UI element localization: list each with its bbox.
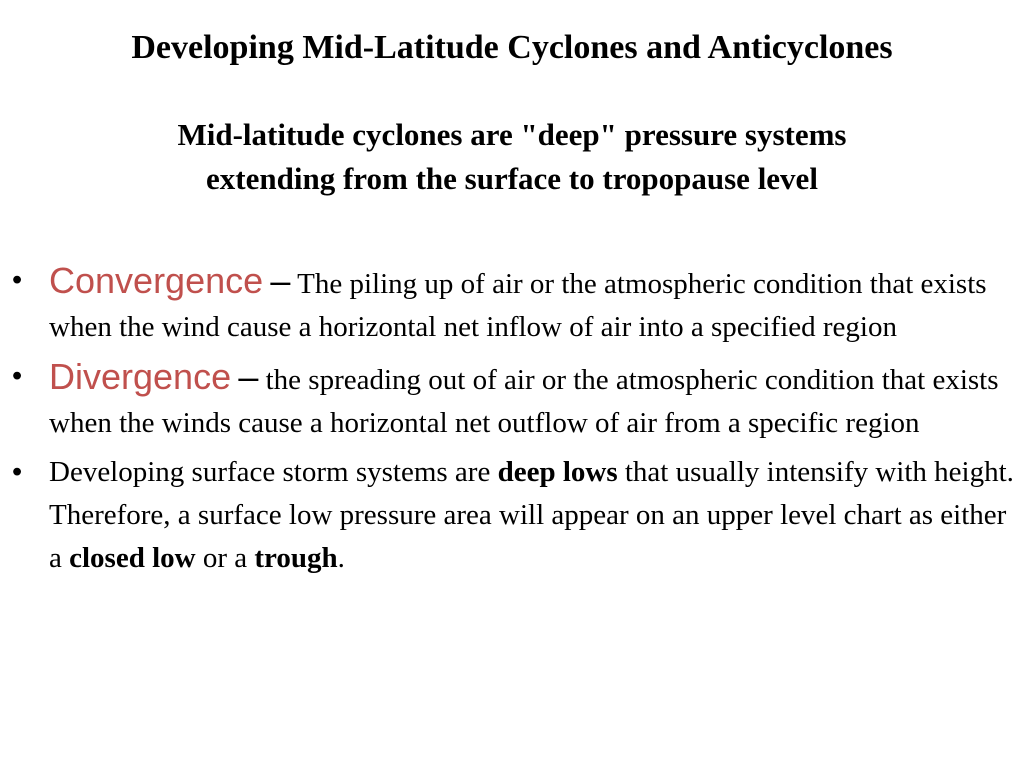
storm-text-1: Developing surface storm systems are	[49, 456, 491, 488]
definition-convergence: The piling up of air or the atmospheric condition that exists when the wind cause a horizontal net inflow of air into a specified region	[49, 268, 987, 343]
slide-title: Developing Mid-Latitude Cyclones and Anticyclones	[131, 29, 893, 66]
term-divergence: Divergence	[49, 356, 232, 397]
term-deep-lows: deep lows	[497, 456, 618, 488]
bullet-surface-storms	[0, 451, 1020, 580]
bullet-divergence	[0, 355, 1020, 445]
storm-text-2: that usually intensify with height. Therefore, a surface low pressure area will appear on an upper level chart as either a	[49, 456, 1014, 574]
slide-subtitle	[80, 113, 944, 201]
bullet-list	[0, 259, 1020, 580]
subtitle-line-2: extending from the surface to tropopause level	[206, 161, 818, 196]
bullet-dot-icon: •	[12, 360, 23, 392]
storm-text-4: .	[337, 542, 345, 574]
term-dash: –	[270, 260, 291, 301]
subtitle-line-1: Mid-latitude cyclones are "deep" pressure systems	[177, 117, 847, 152]
storm-text-3: or a	[202, 542, 248, 574]
bullet-convergence	[0, 259, 1020, 349]
bullet-dot-icon: •	[12, 264, 23, 296]
term-dash: –	[238, 356, 259, 397]
bullet-dot-icon: •	[12, 456, 23, 488]
definition-divergence: the spreading out of air or the atmospheric condition that exists when the winds cause a horizontal net outflow of air from a specific region	[49, 364, 999, 439]
term-closed-low: closed low	[69, 542, 196, 574]
term-trough: trough	[254, 542, 338, 574]
term-convergence: Convergence	[49, 260, 264, 301]
